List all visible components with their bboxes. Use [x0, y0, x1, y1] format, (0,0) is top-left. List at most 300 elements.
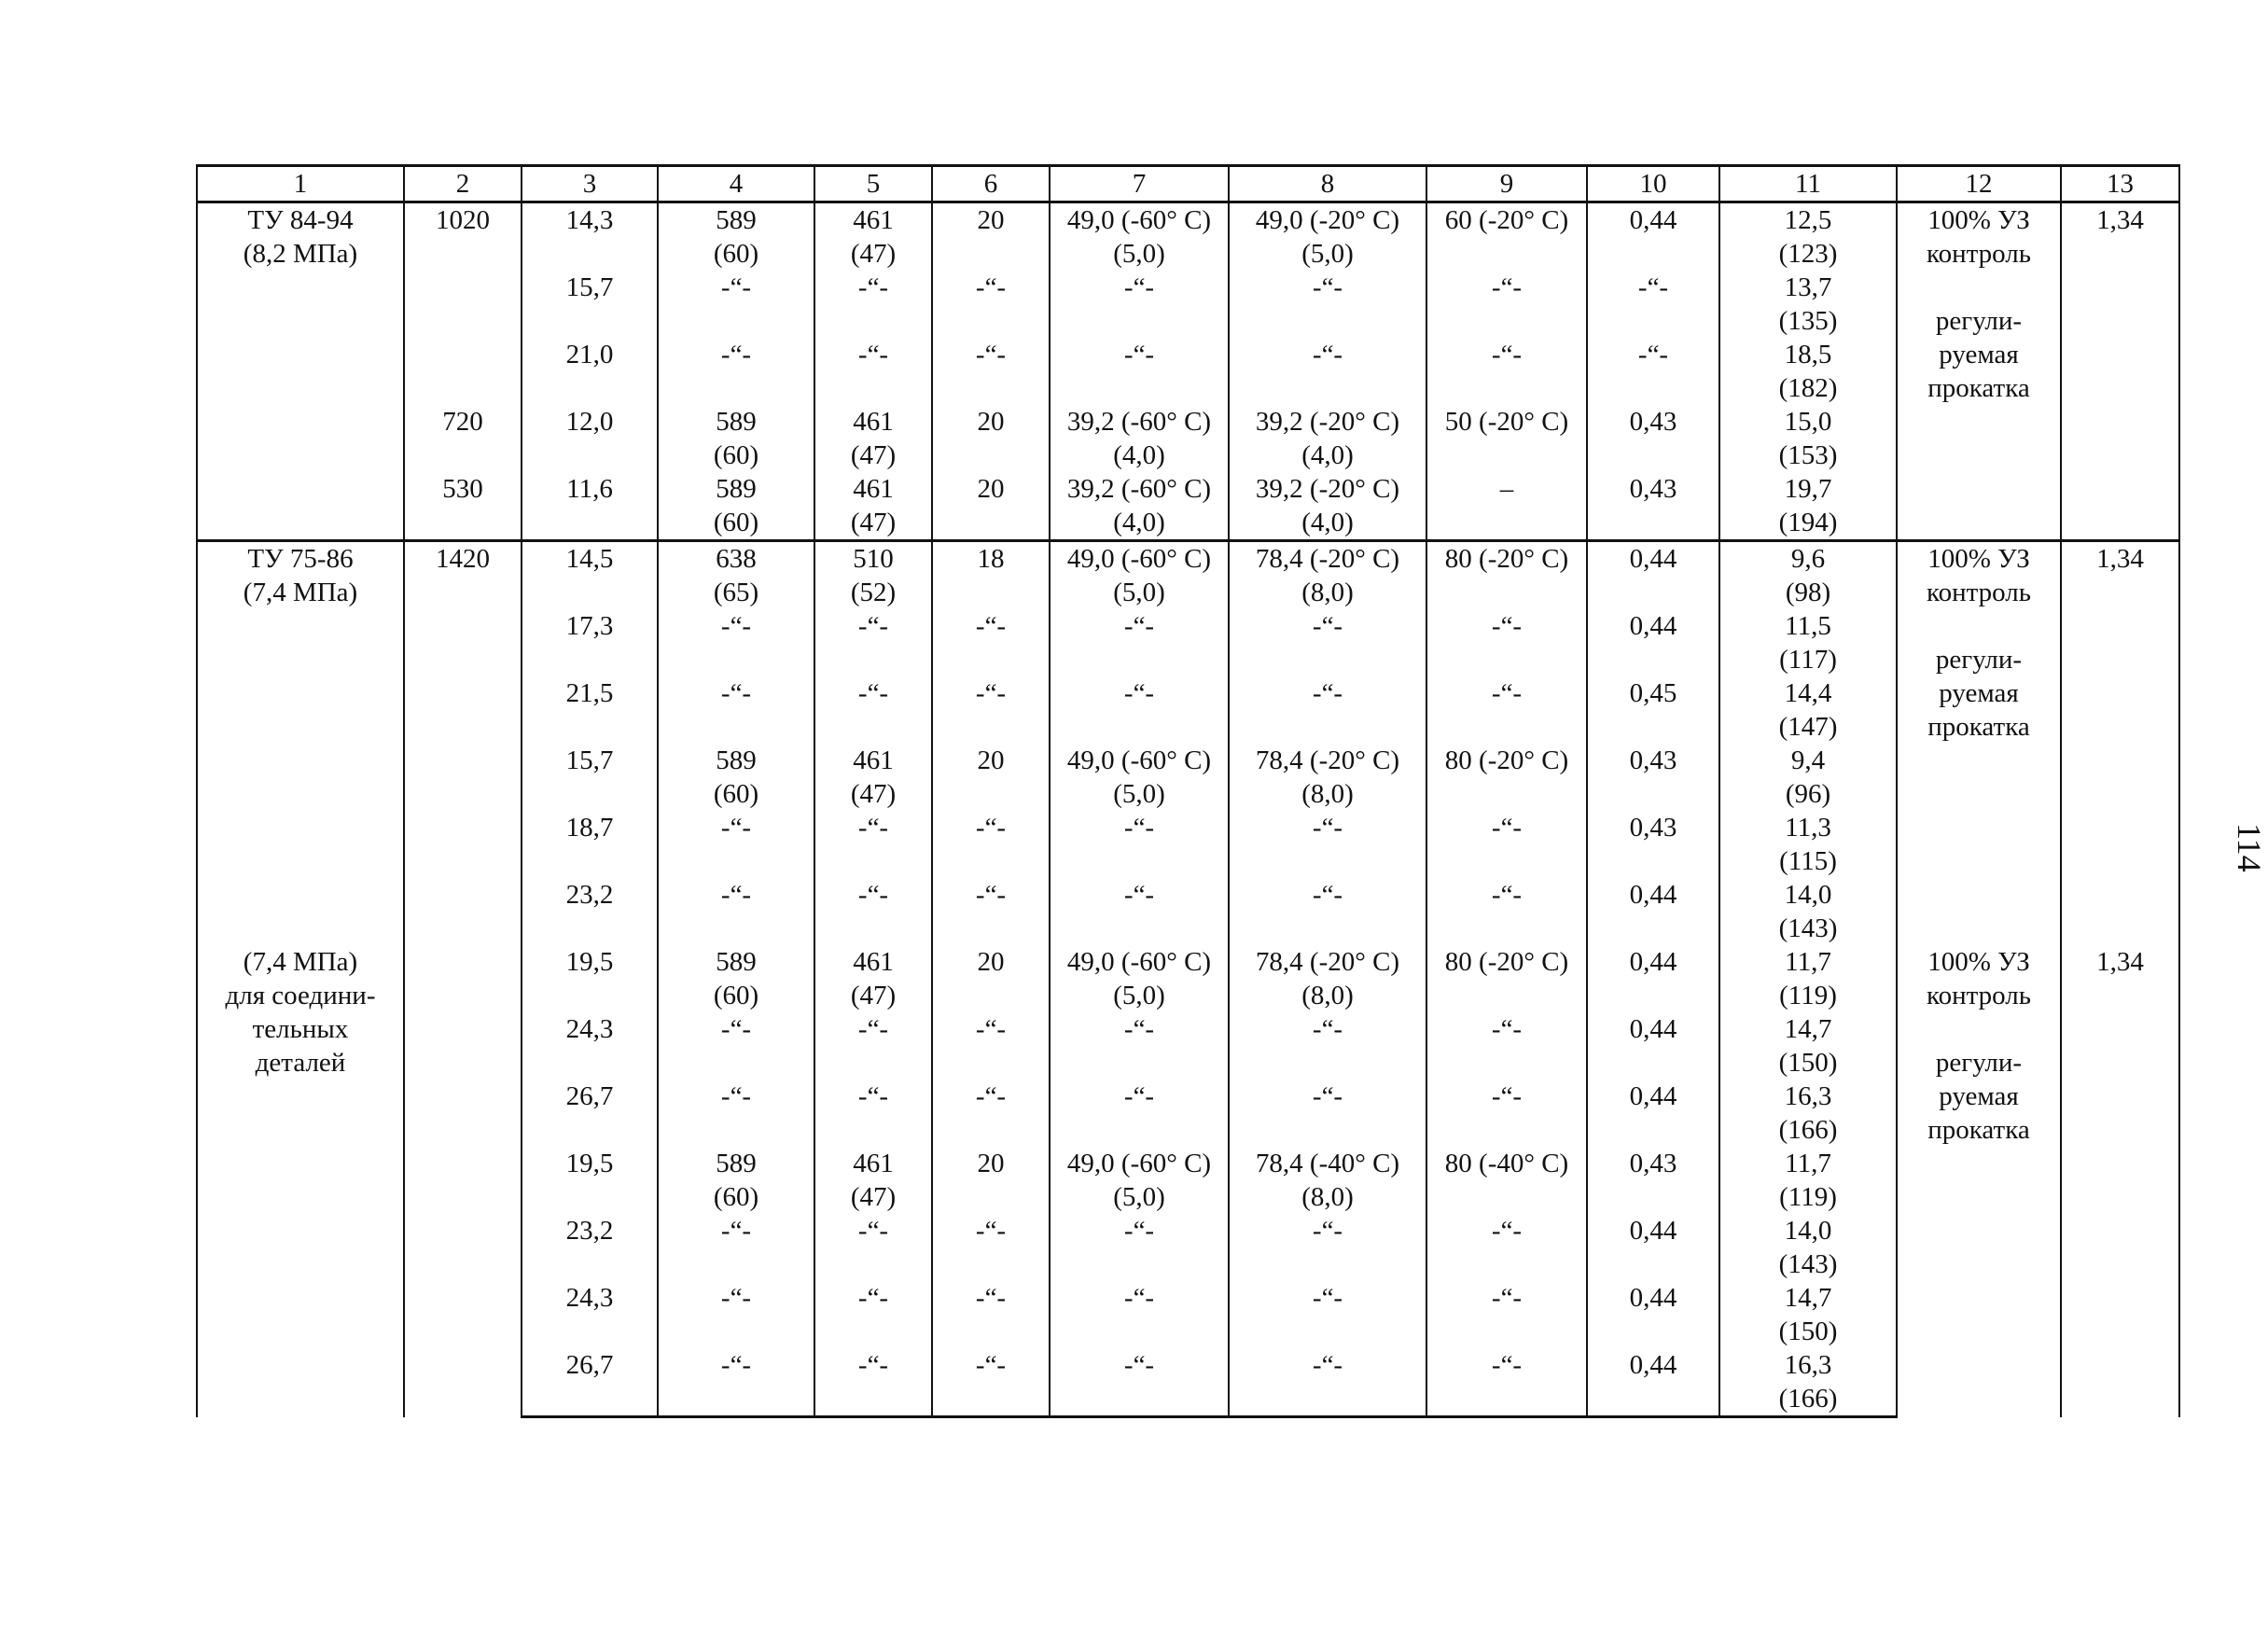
cell-line: 78,4 (-20° С) [1255, 947, 1400, 977]
cell-line: -“- [720, 1283, 752, 1313]
cell-line: (52) [850, 578, 897, 607]
cell-line: 78,4 (-40° С) [1255, 1149, 1400, 1178]
elongation-cell: -“- [932, 609, 1050, 676]
cell-line: 18,5 [1784, 340, 1832, 369]
column-header-11: 11 [1719, 166, 1897, 202]
cell-line: 11,7 [1785, 947, 1831, 977]
test-pressure-cell [1719, 1214, 1897, 1281]
cell-line [661, 1382, 812, 1415]
spec-table-sheet [196, 164, 2178, 1414]
impact-weld-cell [1229, 472, 1426, 541]
cell-line: -“- [720, 1216, 752, 1246]
impact-base-cell [1050, 676, 1229, 744]
impact-weld-cell [1229, 541, 1426, 610]
cell-line: прокатка [1927, 373, 2030, 403]
cell-line: 11,5 [1785, 611, 1831, 641]
carbon-equiv-cell: -“- [1587, 271, 1719, 338]
carbon-equiv-cell: 0,43 [1587, 472, 1719, 541]
cell-line: ТУ 84-94 [247, 205, 354, 235]
fracture-cell: -“- [1426, 1348, 1587, 1417]
carbon-equiv-cell: 0,44 [1587, 202, 1719, 272]
cell-line [817, 304, 929, 338]
tensile-cell [658, 1080, 814, 1147]
thickness-cell: 19,5 [522, 945, 658, 1012]
cell-line: -“- [1312, 1283, 1343, 1313]
table-row [197, 472, 2179, 541]
tensile-cell [658, 1348, 814, 1417]
fracture-cell: -“- [1426, 338, 1587, 405]
cell-line: (123) [1778, 239, 1838, 269]
cell-line [1052, 304, 1226, 338]
cell-line: -“- [1123, 678, 1155, 708]
yield-cell [814, 1080, 932, 1147]
cell-line: (5,0) [1113, 779, 1165, 809]
cell-line: -“- [857, 340, 889, 369]
impact-weld-cell [1229, 1080, 1426, 1147]
cell-line: -“- [857, 1081, 889, 1111]
cell-line: -“- [1312, 880, 1343, 910]
elongation-cell: -“- [932, 1348, 1050, 1417]
cell-line: (166) [1778, 1115, 1838, 1145]
cell-line: 461 [853, 474, 894, 504]
cell-line: 589 [716, 407, 757, 437]
cell-line [661, 844, 812, 878]
table-row [197, 405, 2179, 472]
column-header-3: 3 [522, 166, 658, 202]
elongation-cell: 20 [932, 1147, 1050, 1214]
cell-line [1052, 1382, 1226, 1415]
test-pressure-cell [1719, 1281, 1897, 1348]
cell-line [1052, 1046, 1226, 1080]
cell-line: (7,4 МПа) [243, 947, 358, 977]
yield-cell [814, 744, 932, 811]
impact-weld-cell [1229, 405, 1426, 472]
pipe-spec-table [196, 164, 2180, 1418]
cell-line: -“- [1123, 1081, 1155, 1111]
cell-line: 39,2 (-20° С) [1255, 474, 1400, 504]
cell-line: 589 [716, 205, 757, 235]
cell-line: (4,0) [1113, 440, 1165, 470]
test-pressure-cell [1719, 271, 1897, 338]
test-pressure-cell [1719, 202, 1897, 272]
tensile-cell [658, 609, 814, 676]
spec-cell [197, 202, 404, 541]
cell-line: -“- [720, 1014, 752, 1044]
fracture-cell: -“- [1426, 609, 1587, 676]
cell-line: (60) [713, 779, 759, 809]
cell-line [661, 304, 812, 338]
table-row [197, 202, 2179, 272]
spec-cell [197, 945, 404, 1417]
cell-line: 49,0 (-60° С) [1066, 1149, 1212, 1178]
elongation-cell: -“- [932, 811, 1050, 878]
coefficient-cell: 1,34 [2061, 541, 2179, 946]
impact-base-cell [1050, 1012, 1229, 1080]
cell-line [817, 1247, 929, 1281]
column-header-12: 12 [1897, 166, 2061, 202]
cell-line: (115) [1779, 846, 1837, 876]
cell-line: руемая [1939, 678, 2019, 708]
cell-line [1052, 371, 1226, 405]
cell-line: прокатка [1927, 1115, 2030, 1145]
cell-line: (8,2 МПа) [243, 239, 358, 269]
impact-base-cell [1050, 1348, 1229, 1417]
diameter-cell: 720 [404, 405, 522, 472]
yield-cell [814, 609, 932, 676]
table-row [197, 945, 2179, 1012]
fracture-cell: – [1426, 472, 1587, 541]
thickness-cell: 24,3 [522, 1281, 658, 1348]
elongation-cell: -“- [932, 1281, 1050, 1348]
cell-line: -“- [720, 1350, 752, 1380]
cell-line: (60) [713, 981, 759, 1010]
yield-cell [814, 676, 932, 744]
fracture-cell: 80 (-20° С) [1426, 945, 1587, 1012]
thickness-cell: 26,7 [522, 1348, 658, 1417]
cell-line: контроль [1927, 239, 2031, 269]
cell-line: -“- [1312, 1216, 1343, 1246]
elongation-cell: -“- [932, 1214, 1050, 1281]
column-header-4: 4 [658, 166, 814, 202]
cell-line: (143) [1778, 913, 1838, 943]
cell-line: контроль [1927, 981, 2031, 1010]
fracture-cell: -“- [1426, 1214, 1587, 1281]
cell-line [817, 710, 929, 744]
cell-line: -“- [857, 813, 889, 843]
fracture-cell: -“- [1426, 878, 1587, 945]
impact-weld-cell [1229, 811, 1426, 878]
cell-line: 14,7 [1784, 1283, 1832, 1313]
cell-line: 589 [716, 745, 757, 775]
diameter-cell [404, 744, 522, 811]
cell-line: регули- [1935, 306, 2023, 336]
diameter-cell: 1420 [404, 541, 522, 610]
thickness-cell: 14,3 [522, 202, 658, 272]
tensile-cell [658, 676, 814, 744]
elongation-cell: 20 [932, 945, 1050, 1012]
fracture-cell: -“- [1426, 1012, 1587, 1080]
fracture-cell: 80 (-20° С) [1426, 541, 1587, 610]
cell-line [817, 844, 929, 878]
cell-line [1231, 1046, 1424, 1080]
cell-line: 39,2 (-20° С) [1255, 407, 1400, 437]
table-row [197, 811, 2179, 878]
elongation-cell: 20 [932, 405, 1050, 472]
cell-line: -“- [857, 880, 889, 910]
carbon-equiv-cell: 0,44 [1587, 1348, 1719, 1417]
tensile-cell [658, 945, 814, 1012]
cell-line: -“- [720, 813, 752, 843]
cell-line [817, 1046, 929, 1080]
carbon-equiv-cell: 0,44 [1587, 1080, 1719, 1147]
impact-weld-cell [1229, 338, 1426, 405]
cell-line: 589 [716, 947, 757, 977]
cell-line [1052, 643, 1226, 676]
cell-line: (5,0) [1113, 981, 1165, 1010]
cell-line: деталей [255, 1048, 346, 1078]
cell-line: 461 [853, 745, 894, 775]
yield-cell [814, 405, 932, 472]
cell-line: (147) [1778, 712, 1838, 742]
carbon-equiv-cell: -“- [1587, 338, 1719, 405]
cell-line: -“- [1123, 1350, 1155, 1380]
cell-line: (98) [1785, 578, 1831, 607]
cell-line: ТУ 75-86 [247, 544, 354, 574]
cell-line [817, 371, 929, 405]
cell-line: (60) [713, 440, 759, 470]
cell-line: 100% УЗ [1927, 544, 2030, 574]
tensile-cell [658, 1214, 814, 1281]
cell-line: (96) [1785, 779, 1831, 809]
thickness-cell: 26,7 [522, 1080, 658, 1147]
yield-cell [814, 338, 932, 405]
tensile-cell [658, 1281, 814, 1348]
cell-line: 461 [853, 407, 894, 437]
cell-line [1052, 912, 1226, 945]
cell-line: (8,0) [1301, 578, 1354, 607]
column-header-8: 8 [1229, 166, 1426, 202]
impact-base-cell [1050, 271, 1229, 338]
table-row [197, 878, 2179, 945]
test-pressure-cell [1719, 878, 1897, 945]
impact-weld-cell [1229, 1214, 1426, 1281]
cell-line: (60) [713, 239, 759, 269]
impact-base-cell [1050, 1147, 1229, 1214]
diameter-cell [404, 811, 522, 878]
cell-line: -“- [1312, 1350, 1343, 1380]
tensile-cell [658, 1012, 814, 1080]
elongation-cell: -“- [932, 1012, 1050, 1080]
fracture-cell: -“- [1426, 676, 1587, 744]
header-row [197, 166, 2179, 202]
tensile-cell [658, 878, 814, 945]
cell-line: (47) [850, 779, 897, 809]
cell-line: 14,0 [1784, 1216, 1832, 1246]
thickness-cell: 14,5 [522, 541, 658, 610]
yield-cell [814, 878, 932, 945]
cell-line: -“- [720, 1081, 752, 1111]
carbon-equiv-cell: 0,45 [1587, 676, 1719, 744]
carbon-equiv-cell: 0,44 [1587, 1214, 1719, 1281]
elongation-cell: -“- [932, 676, 1050, 744]
carbon-equiv-cell: 0,44 [1587, 609, 1719, 676]
cell-line: 461 [853, 1149, 894, 1178]
table-row [197, 609, 2179, 676]
cell-line: 14,4 [1784, 678, 1832, 708]
cell-line [661, 1315, 812, 1348]
thickness-cell: 21,0 [522, 338, 658, 405]
yield-cell [814, 1012, 932, 1080]
carbon-equiv-cell: 0,44 [1587, 1281, 1719, 1348]
impact-base-cell [1050, 945, 1229, 1012]
cell-line: -“- [857, 1216, 889, 1246]
cell-line: -“- [720, 611, 752, 641]
column-header-1: 1 [197, 166, 404, 202]
cell-line: (194) [1778, 508, 1838, 537]
diameter-cell: 530 [404, 472, 522, 541]
thickness-cell: 18,7 [522, 811, 658, 878]
thickness-cell: 19,5 [522, 1147, 658, 1214]
cell-line: -“- [1123, 813, 1155, 843]
cell-line: (119) [1779, 1182, 1837, 1212]
tensile-cell [658, 1147, 814, 1214]
cell-line: (47) [850, 1182, 897, 1212]
carbon-equiv-cell: 0,43 [1587, 744, 1719, 811]
cell-line: (47) [850, 239, 897, 269]
impact-base-cell [1050, 1281, 1229, 1348]
cell-line: 589 [716, 474, 757, 504]
elongation-cell: 20 [932, 744, 1050, 811]
cell-line: 78,4 (-20° С) [1255, 745, 1400, 775]
impact-base-cell [1050, 878, 1229, 945]
cell-line: (5,0) [1301, 239, 1354, 269]
cell-line: 49,0 (-20° С) [1255, 205, 1400, 235]
cell-line [1052, 844, 1226, 878]
impact-weld-cell [1229, 1348, 1426, 1417]
tensile-cell [658, 541, 814, 610]
fracture-cell: 60 (-20° С) [1426, 202, 1587, 272]
elongation-cell: -“- [932, 878, 1050, 945]
diameter-cell [404, 609, 522, 676]
impact-weld-cell [1229, 945, 1426, 1012]
cell-line: 461 [853, 205, 894, 235]
yield-cell [814, 811, 932, 878]
cell-line: 15,0 [1784, 407, 1832, 437]
cell-line: (4,0) [1301, 440, 1354, 470]
cell-line [1231, 844, 1424, 878]
cell-line: (4,0) [1113, 508, 1165, 537]
cell-line [817, 912, 929, 945]
diameter-cell [404, 338, 522, 405]
cell-line: регули- [1935, 1048, 2023, 1078]
impact-weld-cell [1229, 744, 1426, 811]
impact-base-cell [1050, 472, 1229, 541]
elongation-cell: 18 [932, 541, 1050, 610]
thickness-cell: 23,2 [522, 878, 658, 945]
cell-line: 14,7 [1784, 1014, 1832, 1044]
cell-line: 49,0 (-60° С) [1066, 544, 1212, 574]
cell-line [817, 1113, 929, 1147]
diameter-cell: 1020 [404, 202, 522, 272]
tensile-cell [658, 271, 814, 338]
cell-line: -“- [1312, 272, 1343, 302]
thickness-cell: 24,3 [522, 1012, 658, 1080]
tensile-cell [658, 744, 814, 811]
yield-cell [814, 202, 932, 272]
cell-line: (65) [713, 578, 759, 607]
cell-line: 510 [853, 544, 894, 574]
cell-line: руемая [1939, 340, 2019, 369]
cell-line: -“- [1123, 880, 1155, 910]
impact-weld-cell [1229, 1012, 1426, 1080]
cell-line: 49,0 (-60° С) [1066, 947, 1212, 977]
cell-line: (5,0) [1113, 578, 1165, 607]
cell-line: 12,5 [1784, 205, 1832, 235]
cell-line: -“- [1312, 678, 1343, 708]
cell-line: -“- [857, 1014, 889, 1044]
cell-line [1052, 1247, 1226, 1281]
yield-cell [814, 271, 932, 338]
tensile-cell [658, 472, 814, 541]
yield-cell [814, 472, 932, 541]
test-pressure-cell [1719, 744, 1897, 811]
diameter-cell [404, 271, 522, 338]
coefficient-cell: 1,34 [2061, 945, 2179, 1417]
cell-line [661, 643, 812, 676]
cell-line: (5,0) [1113, 1182, 1165, 1212]
cell-line [817, 643, 929, 676]
cell-line: (8,0) [1301, 981, 1354, 1010]
tensile-cell [658, 811, 814, 878]
yield-cell [814, 1281, 932, 1348]
yield-cell [814, 945, 932, 1012]
carbon-equiv-cell: 0,44 [1587, 878, 1719, 945]
cell-line: (117) [1779, 645, 1837, 675]
cell-line: -“- [857, 1350, 889, 1380]
spec-cell [197, 541, 404, 946]
test-pressure-cell [1719, 811, 1897, 878]
cell-line: 100% УЗ [1927, 947, 2030, 977]
cell-line: 9,4 [1790, 745, 1826, 775]
cell-line: (166) [1778, 1384, 1838, 1414]
cell-line [661, 1247, 812, 1281]
fracture-cell: -“- [1426, 811, 1587, 878]
cell-line: (4,0) [1301, 508, 1354, 537]
cell-line: -“- [1312, 340, 1343, 369]
cell-line: 78,4 (-20° С) [1255, 544, 1400, 574]
thickness-cell: 23,2 [522, 1214, 658, 1281]
elongation-cell: 20 [932, 202, 1050, 272]
cell-line: (150) [1778, 1048, 1838, 1078]
cell-line: 638 [716, 544, 757, 574]
cell-line: 13,7 [1784, 272, 1832, 302]
elongation-cell: 20 [932, 472, 1050, 541]
cell-line: -“- [720, 272, 752, 302]
cell-line [1899, 271, 2058, 304]
cell-line [1231, 1382, 1424, 1415]
cell-line: -“- [857, 678, 889, 708]
test-pressure-cell [1719, 541, 1897, 610]
carbon-equiv-cell: 0,43 [1587, 405, 1719, 472]
table-row [197, 338, 2179, 405]
cell-line [1231, 1113, 1424, 1147]
test-pressure-cell [1719, 472, 1897, 541]
cell-line [1052, 1113, 1226, 1147]
diameter-cell [404, 945, 522, 1417]
impact-base-cell [1050, 405, 1229, 472]
yield-cell [814, 1348, 932, 1417]
cell-line [1899, 609, 2058, 643]
cell-line [661, 912, 812, 945]
impact-base-cell [1050, 744, 1229, 811]
cell-line: (5,0) [1113, 239, 1165, 269]
cell-line [1231, 304, 1424, 338]
impact-base-cell [1050, 609, 1229, 676]
cell-line [661, 1046, 812, 1080]
cell-line: 49,0 (-60° С) [1066, 745, 1212, 775]
table-row [197, 744, 2179, 811]
test-pressure-cell [1719, 609, 1897, 676]
cell-line: (150) [1778, 1317, 1838, 1346]
cell-line: (119) [1779, 981, 1837, 1010]
coefficient-cell: 1,34 [2061, 202, 2179, 541]
cell-line: (60) [713, 508, 759, 537]
cell-line: тельных [252, 1014, 349, 1044]
test-pressure-cell [1719, 1147, 1897, 1214]
table-row [197, 676, 2179, 744]
cell-line: -“- [857, 1283, 889, 1313]
column-header-5: 5 [814, 166, 932, 202]
